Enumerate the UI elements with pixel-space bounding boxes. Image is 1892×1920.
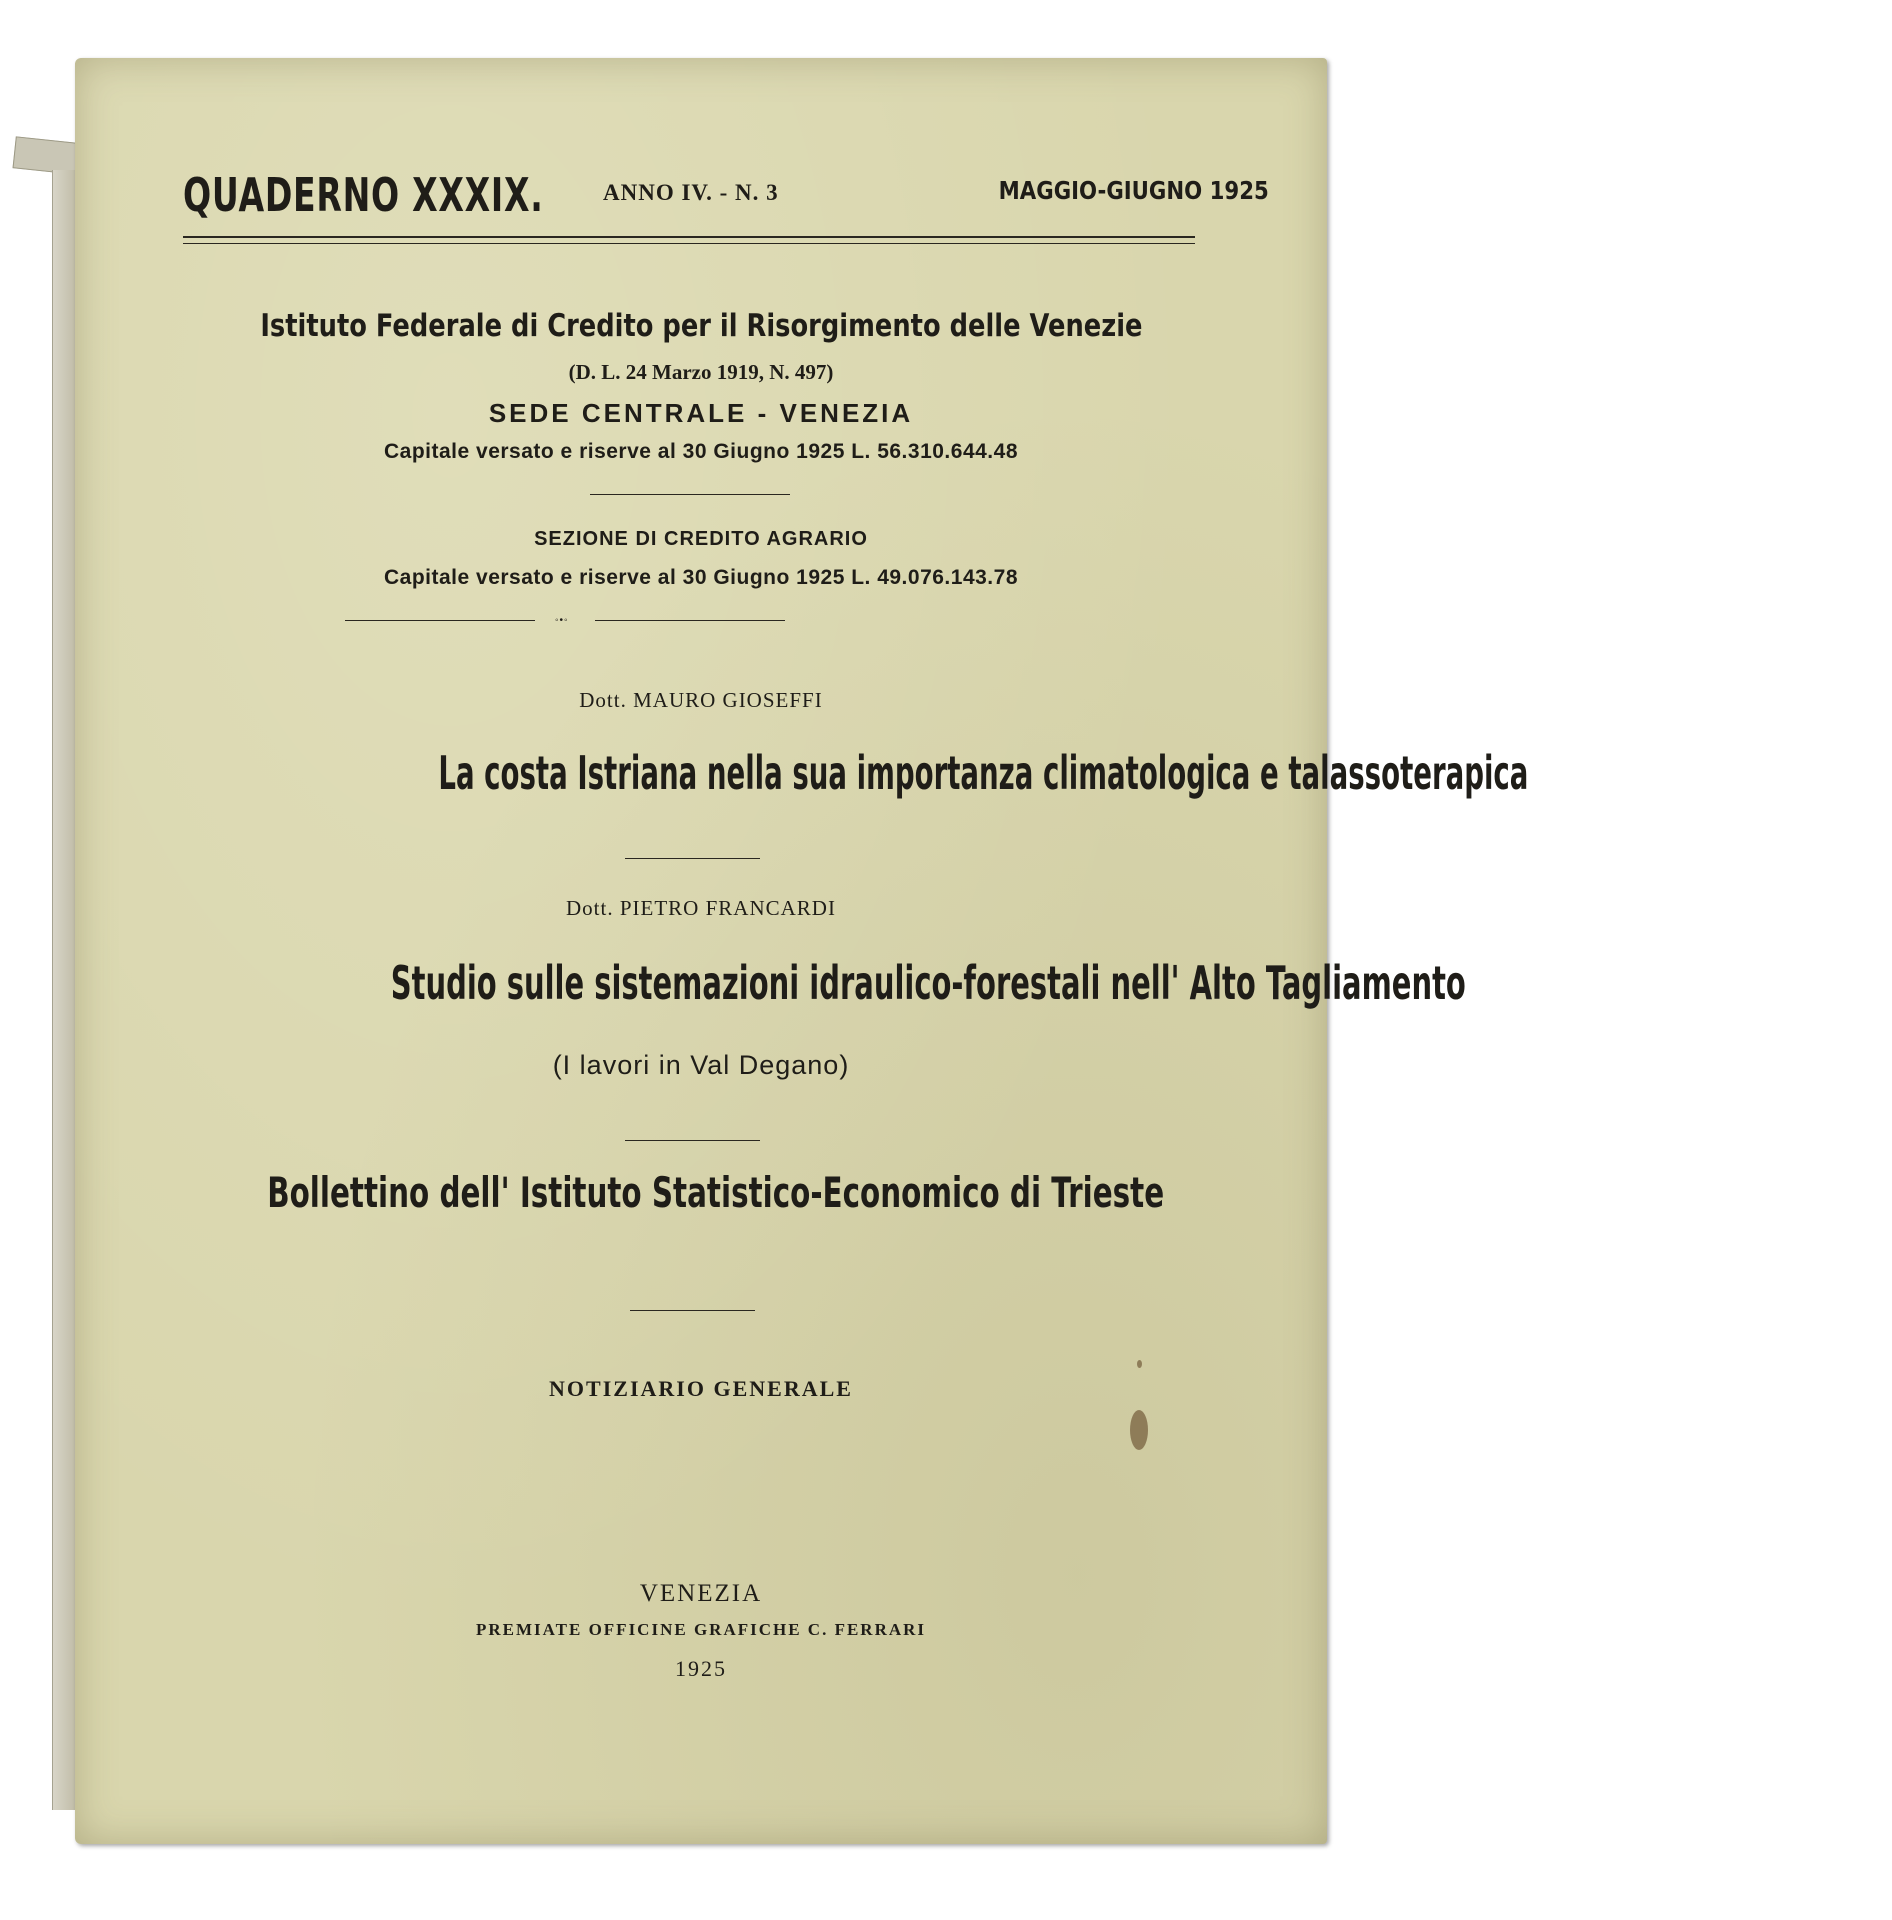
ornament-rule-left	[345, 620, 535, 621]
imprint-printer: PREMIATE OFFICINE GRAFICHE C. FERRARI	[475, 1620, 927, 1639]
article-1-title-line	[75, 746, 1529, 800]
article-2-title: Studio sulle sistemazioni idraulico-forestali nell' Alto Tagliamento	[390, 956, 1466, 1010]
institute-name-line	[75, 308, 1327, 344]
decree-line: (D. L. 24 Marzo 1919, N. 497)	[568, 360, 834, 384]
imprint-year: 1925	[675, 1656, 727, 1681]
capital-line: Capitale versato e riserve al 30 Giugno 1925 L. 56.310.644.48	[383, 440, 1018, 463]
anno-number: ANNO IV. - N. 3	[603, 180, 779, 205]
article-2-subtitle: (I lavori in Val Degano)	[552, 1050, 850, 1080]
paper-stain	[1130, 1410, 1148, 1450]
institute-name: Istituto Federale di Credito per il Risorgimento delle Venezie	[259, 308, 1143, 344]
notiziario-generale: NOTIZIARIO GENERALE	[549, 1376, 853, 1401]
booklet-cover	[75, 58, 1529, 1844]
ornament-rule	[345, 616, 785, 626]
separator-rule-4	[630, 1310, 755, 1311]
ornament-glyph: ◦•◦	[555, 615, 569, 626]
imprint-city: VENEZIA	[639, 1580, 763, 1607]
header-double-rule	[183, 236, 1195, 244]
article-1-title: La costa Istriana nella sua importanza climatologica e talassoterapica	[438, 746, 1529, 800]
article-1-author: Dott. MAURO GIOSEFFI	[579, 688, 823, 712]
article-2-author: Dott. PIETRO FRANCARDI	[566, 896, 836, 920]
bulletin-title: Bollettino dell' Istituto Statistico-Economico di Trieste	[267, 1168, 1165, 1217]
credito-agrario-capital: Capitale versato e riserve al 30 Giugno 1925 L. 49.076.143.78	[383, 566, 1018, 589]
paper-stain-small	[1137, 1360, 1142, 1368]
quaderno-number: QUADERNO XXXIX.	[183, 168, 544, 222]
sede-centrale: SEDE CENTRALE - VENEZIA	[488, 398, 914, 428]
separator-rule-1	[590, 494, 790, 495]
separator-rule-3	[625, 1140, 760, 1141]
issue-date: MAGGIO-GIUGNO 1925	[998, 176, 1269, 205]
bulletin-title-line	[75, 1168, 1327, 1217]
credito-agrario-heading: SEZIONE DI CREDITO AGRARIO	[534, 528, 868, 550]
separator-rule-2	[625, 858, 760, 859]
header-row	[183, 168, 1269, 238]
ornament-rule-right	[595, 620, 785, 621]
article-2-title-line	[75, 956, 1466, 1010]
